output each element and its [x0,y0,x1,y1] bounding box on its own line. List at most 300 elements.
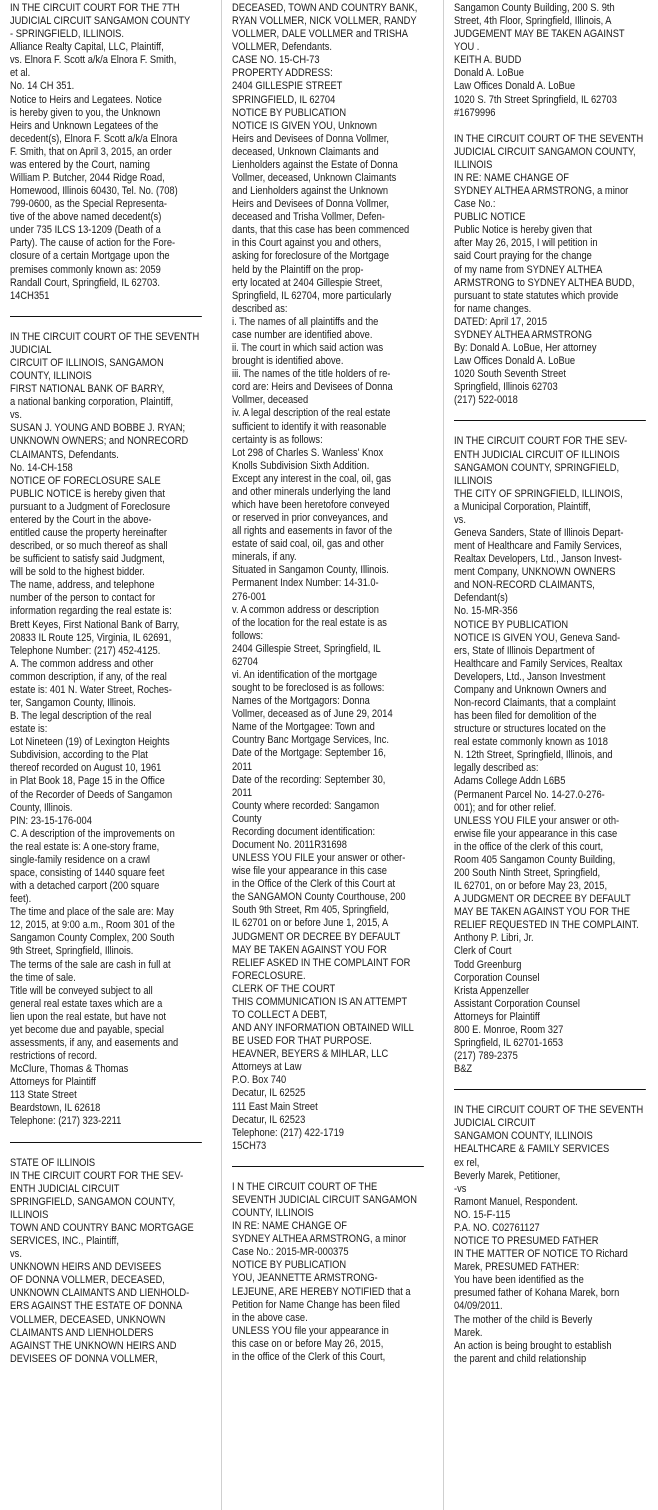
notice-text-line: 799-0600, as the Special Representa- [10,198,168,211]
notice-text-line: Developers, Ltd., Janson Investment [454,670,606,683]
notice-text-line: PROPERTY ADDRESS: [232,67,333,80]
notice-text-line: Decatur, IL 62523 [232,1113,306,1126]
notice-text-line: The name, address, and telephone [10,579,155,592]
notice-text-line: Title will be conveyed subject to all [10,984,153,997]
notice-text-line: 200 South Ninth Street, Springfield, [454,867,601,879]
notice-text-line: a national banking corporation, Plaintiff, [10,396,174,409]
notice-text-line: NOTICE BY PUBLICATION [454,618,569,631]
notice-text-line: N. 12th Street, Springfield, Illinois, and [454,749,613,762]
notice-text-line: was entered by the Court, naming [10,158,150,171]
notice-text-line: vs. [10,409,22,422]
notice-text-line: Springfield, IL 62701-1653 [454,1037,564,1050]
notice-text-line: Heirs and Devisees of Donna Vollmer, [232,132,390,145]
notice-text-line: Telephone Number: (217) 452-4125. [10,644,161,657]
notice-text-line: JUDICIAL CIRCUIT SANGAMON COUNTY [10,15,191,28]
notice-text-line: sought to be foreclosed is as follows: [232,682,385,695]
notice-text-line: CLAIMANTS AND LIENHOLDERS [10,1326,154,1339]
notice-text-line: 800 E. Monroe, Room 327 [454,1023,564,1036]
notice-text-line: deceased and Trisha Vollmer, Defen- [232,211,385,224]
notice-text-line: JUDICIAL CIRCUIT SANGAMON COUNTY, [454,145,636,158]
notice-text-line: No. 14 CH 351. [10,80,75,93]
notice-text-line: No. 14-CH-158 [10,461,73,474]
notice-text-line: 9th Street, Springfield, Illinois. [10,945,134,958]
notice-text-line: of my name from SYDNEY ALTHEA [454,263,603,276]
notice-text-line: An action is being brought to establish [454,1339,612,1352]
notice-text-line: 1020 South Seventh Street [454,368,566,381]
notice-text-line: Beverly Marek, Petitioner, [454,1169,561,1182]
notice-text-line: Marek, PRESUMED FATHER: [454,1261,580,1274]
notice-text-line: Notice to Heirs and Legatees. Notice [10,93,162,106]
notice-text-line: this case on or before May 26, 2015, [232,1337,384,1350]
notice-text-line: in the above case. [232,1311,308,1324]
notice-text-line: ERS AGAINST THE ESTATE OF DONNA [10,1300,183,1313]
notice-text-line: Attorneys for Plaintiff [454,1010,540,1023]
notice-text-line: which have been heretofore conveyed [232,498,390,511]
notice-text-line: CASE NO. 15-CH-73 [232,54,320,67]
notice-text-line: You have been identified as the [454,1274,584,1287]
notice-text-line: SYDNEY ALTHEA ARMSTRONG [454,328,592,341]
notice-text-line: or reserved in prior conveyances, and [232,512,388,525]
notice-text-line: the real estate is: A one-story frame, [10,840,160,853]
notice-text-line: B. The legal description of the real [10,710,152,723]
notice-text-line: SANGAMON COUNTY, ILLINOIS [454,1130,593,1143]
notice-text-line: UNLESS YOU FILE your answer or oth- [454,814,620,827]
notice-text-line: ILLINOIS [454,158,493,171]
notice-text-line: in Plat Book 18, Page 15 in the Office [10,775,165,788]
notice-text-line: iii. The names of the title holders of re- [232,368,391,381]
notice-text-line: and NON-RECORD CLAIMANTS, [454,579,595,592]
notice-text-line: PUBLIC NOTICE [454,211,526,224]
notice-text-line: under 735 ILCS 13-1209 (Death of a [10,224,161,237]
notice-text-line: ment of Healthcare and Family Services, [454,540,622,553]
notice-separator [10,316,202,317]
notice-text-line: Ramont Manuel, Respondent. [454,1195,578,1208]
notice-text-line: SYDNEY ALTHEA ARMSTRONG, a minor [454,185,629,198]
legal-notice [232,2,418,1153]
notice-text-line: after May 26, 2015, I will petition in [454,237,598,250]
notice-text-line: Lienholders against the Estate of Donna [232,158,398,171]
notice-text-line: ARMSTRONG to SYDNEY ALTHEA BUDD, [454,276,635,289]
notice-text-line: THE CITY OF SPRINGFIELD, ILLINOIS, [454,487,623,500]
notice-text-line: real estate commonly known as 1018 [454,736,608,749]
notice-separator [232,1166,424,1167]
notice-text-line: William P. Butcher, 2044 Ridge Road, [10,172,165,185]
notice-text-line: JUDGEMENT MAY BE TAKEN AGAINST [454,28,625,41]
column-divider [443,0,444,1510]
notice-text-line: Attorneys for Plaintiff [10,1076,96,1089]
notice-text-line: NOTICE BY PUBLICATION [232,106,347,119]
notice-separator [10,1142,202,1143]
notice-text-line: Case No.: 2015-MR-000375 [232,1246,349,1259]
notice-text-line: a Municipal Corporation, Plaintiff, [454,500,591,513]
notice-text-line: 276-001 [232,590,267,603]
notice-text-line: ILLINOIS [10,1208,49,1221]
notice-text-line: i. The names of all plaintiffs and the [232,315,379,328]
notice-text-line: Sangamon County Building, 200 S. 9th [454,2,615,14]
notice-text-line: said Court praying for the change [454,250,592,263]
notice-text-line: ILLINOIS [454,474,493,487]
notice-text-line: Heirs and Unknown Legatees of the [10,119,159,132]
notice-text-line: Knolls Subdivision Sixth Addition. [232,459,370,472]
notice-text-line: ers, State of Illinois Department of [454,644,595,657]
notice-text-line: SUSAN J. YOUNG AND BOBBE J. RYAN; [10,422,186,435]
notice-text-line: SYDNEY ALTHEA ARMSTRONG, a minor [232,1233,407,1246]
notice-text-line: NOTICE OF FORECLOSURE SALE [10,474,161,487]
notice-text-line: Document No. 2011R31698 [232,839,347,851]
notice-text-line: IN THE CIRCUIT COURT OF THE SEVENTH [10,330,200,343]
notice-text-line: Geneva Sanders, State of Illinois Depart- [454,526,624,539]
notice-text-line: UNKNOWN CLAIMANTS AND LIENHOLD- [10,1287,190,1300]
notice-text-line: Date of the recording: September 30, [232,773,386,786]
notice-text-line: all rights and easements in favor of the [232,525,393,538]
notice-text-line: feet). [10,893,32,906]
notice-text-line: Lot 298 of Charles S. Wanless' Knox [232,446,384,459]
notice-text-line: Alliance Realty Capital, LLC, Plaintiff, [10,41,164,54]
notice-text-line: Telephone: (217) 422-1719 [232,1126,344,1139]
notice-text-line: By: Donald A. LoBue, Her attorney [454,342,597,355]
notice-text-line: Non-record Claimants, that a complaint [454,696,616,709]
notice-text-line: vs. [10,1248,22,1261]
notice-text-line: A. The common address and other [10,657,154,670]
notice-text-line: Sangamon County Complex, 200 South [10,932,175,945]
notice-text-line: DEVISEES OF DONNA VOLLMER, [10,1352,158,1365]
notice-text-line: number of the person to contact for [10,592,156,605]
legal-notice [454,1104,644,1366]
notice-text-line: the parent and child relationship [454,1352,587,1365]
notice-text-line: (217) 789-2375 [454,1050,518,1063]
notice-text-line: Vollmer, deceased as of June 29, 2014 [232,708,393,721]
notice-text-line: 111 East Main Street [232,1100,318,1113]
notice-text-line: tive of the above named decedent(s) [10,211,162,224]
notice-separator [454,1089,646,1090]
notice-text-line: JUDICIAL CIRCUIT [454,1117,536,1130]
notice-text-line: PIN: 23-15-176-004 [10,814,92,827]
notice-text-line: in the office of the Clerk of this Court, [232,1350,386,1363]
notice-text-line: closure of a certain Mortgage upon the [10,250,170,263]
notice-text-line: wise file your appearance in this case [232,865,387,878]
notice-text-line: Corporation Counsel [454,971,540,984]
notice-text-line: IN THE CIRCUIT COURT FOR THE SEV- [454,435,628,448]
notice-text-line: Vollmer, deceased, Unknown Claimants [232,172,397,185]
notice-text-line: -vs [454,1182,467,1195]
notice-text-line: SPRINGFIELD, SANGAMON COUNTY, [10,1195,176,1208]
notice-text-line: YOU, JEANNETTE ARMSTRONG- [232,1272,378,1285]
notice-text-line: structure or structures located on the [454,723,606,736]
notice-text-line: HEAVNER, BEYERS & MIHLAR, LLC [232,1048,389,1061]
notice-text-line: B&Z [454,1063,473,1076]
notice-text-line: for name changes. [454,302,532,315]
notice-text-line: single-family residence on a crawl [10,853,150,866]
notice-text-line: DECEASED, TOWN AND COUNTRY BANK, [232,2,418,14]
notice-text-line: County [232,812,262,825]
notice-text-line: Name of the Mortgagee: Town and [232,721,375,734]
notice-text-line: 2404 Gillespie Street, Springfield, IL [232,642,381,655]
notice-text-line: Date of the Mortgage: September 16, [232,747,386,760]
notice-text-line: 62704 [232,655,258,668]
notice-text-line: Names of the Mortgagors: Donna [232,695,370,708]
notice-text-line: erwise file your appearance in this case [454,827,618,840]
notice-text-line: yet become due and payable, special [10,1023,164,1036]
notice-text-line: P.A. NO. C02761127 [454,1221,540,1234]
notice-text-line: erty located at 2404 Gillespie Street, [232,276,383,289]
notice-text-line: Except any interest in the coal, oil, gas [232,472,392,485]
notice-text-line: premises commonly known as: 2059 [10,263,161,276]
notice-text-line: Realtax Developers, Ltd., Janson Invest- [454,553,622,566]
notice-text-line: of the Recorder of Deeds of Sangamon [10,788,173,801]
notice-text-line: Springfield, Illinois 62703 [454,381,558,394]
notice-text-line: Case No.: [454,198,496,211]
notice-text-line: Party). The cause of action for the Fore- [10,237,176,250]
notice-text-line: SANGAMON COUNTY, SPRINGFIELD, [454,461,620,474]
notice-text-line: - SPRINGFIELD, ILLINOIS. [10,28,124,41]
notice-text-line: space, consisting of 1440 square feet [10,867,165,879]
notice-text-line: and Lienholders against the Unknown [232,185,389,198]
notice-text-line: pursuant to state statutes which provide [454,289,619,302]
notice-text-line: legally described as: [454,762,539,775]
notice-text-line: cord are: Heirs and Devisees of Donna [232,381,393,394]
notice-text-line: Telephone: (217) 323-2211 [10,1115,122,1128]
notice-text-line: in the office of the clerk of this court, [454,840,604,853]
notice-text-line: NOTICE BY PUBLICATION [232,1259,347,1272]
notice-text-line: TO COLLECT A DEBT, [232,1009,327,1022]
notice-text-line: 20833 IL Route 125, Virginia, IL 62691, [10,631,172,644]
notice-text-line: 1020 S. 7th Street Springfield, IL 62703 [454,93,617,106]
notice-text-line: in this Court against you and others, [232,237,382,250]
notice-text-line: Donald A. LoBue [454,67,524,80]
notice-text-line: described, or so much thereof as shall [10,540,168,553]
legal-notice [10,1156,194,1366]
notice-text-line: follows: [232,629,264,642]
notice-text-line: sufficient to identify it with reasonable [232,420,387,433]
notice-text-line: Lot Nineteen (19) of Lexington Heights [10,736,170,749]
notice-text-line: ex rel, [454,1156,480,1169]
notice-text-line: Defendant(s) [454,592,508,605]
notice-text-line: case number are identified above. [232,328,373,341]
notice-text-line: (Permanent Parcel No. 14-27.0-276- [454,788,605,801]
notice-text-line: No. 15-MR-356 [454,605,518,618]
notice-text-line: and other minerals underlying the land [232,485,391,498]
notice-text-line: RELIEF ASKED IN THE COMPLAINT FOR [232,956,411,969]
notice-text-line: Public Notice is hereby given that [454,224,592,237]
notice-text-line: will be sold to the highest bidder. [10,566,145,579]
notice-separator [454,420,646,421]
notice-text-line: held by the Plaintiff on the prop- [232,263,364,276]
notice-text-line: YOU . [454,41,480,54]
notice-text-line: Subdivision, according to the Plat [10,749,148,762]
notice-text-line: IN THE CIRCUIT COURT FOR THE 7TH [10,2,180,14]
notice-text-line: pursuant to a Judgment of Foreclosure [10,500,171,513]
notice-text-line: Homewood, Illinois 60430, Tel. No. (708) [10,185,178,198]
notice-text-line: 2011 [232,760,253,773]
notice-text-line: is hereby given to you, the Unknown [10,106,161,119]
notice-text-line: RELIEF REQUESTED IN THE COMPLAINT. [454,919,639,932]
notice-text-line: COUNTY, ILLINOIS [232,1207,314,1220]
notice-text-line: presumed father of Kohana Marek, born [454,1287,620,1300]
legal-notice [10,2,191,303]
notice-text-line: ENTH JUDICIAL CIRCUIT OF ILLINOIS [454,448,620,461]
column-divider [221,0,222,1510]
notice-text-line: IN THE CIRCUIT COURT OF THE SEVENTH [454,132,644,145]
notice-text-line: NO. 15-F-115 [454,1208,511,1221]
notice-text-line: SERVICES, INC., Plaintiff, [10,1235,119,1248]
notice-text-line: RYAN VOLLMER, NICK VOLLMER, RANDY [232,15,417,28]
notice-text-line: LEJEUNE, ARE HEREBY NOTIFIED that a [232,1285,411,1298]
notice-text-line: Springfield, IL 62704, more particularly [232,289,392,302]
notice-text-line: vi. An identification of the mortgage [232,668,378,681]
notice-text-line: VOLLMER, DECEASED, UNKNOWN [10,1313,166,1326]
notice-text-line: Assistant Corporation Counsel [454,997,580,1010]
notice-text-line: Country Banc Mortgage Services, Inc. [232,734,390,747]
notice-text-line: VOLLMER, DALE VOLLMER and TRISHA [232,28,408,41]
notice-text-line: has been filed for demolition of the [454,710,597,723]
notice-text-line: UNLESS YOU file your appearance in [232,1324,389,1337]
notice-text-line: information regarding the real estate is: [10,605,172,618]
notice-text-line: common description, if any, of the real [10,670,167,683]
notice-text-line: Company and Unknown Owners and [454,683,607,696]
notice-text-line: deceased, Unknown Claimants and [232,145,379,158]
notice-text-line: Clerk of Court [454,945,512,958]
notice-text-line: in the Office of the Clerk of this Court at [232,878,396,891]
notice-text-line: et al. [10,67,31,80]
notice-text-line [454,120,630,133]
notice-text-line: of the location for the real estate is as [232,616,387,629]
notice-text-line: ter, Sangamon County, Illinois. [10,696,136,709]
notice-text-line: NOTICE TO PRESUMED FATHER [454,1235,599,1248]
notice-text-line: 14CH351 [10,289,50,302]
notice-text-line: 04/09/2011. [454,1300,503,1313]
notice-text-line: described as: [232,302,288,315]
notice-text-line: Anthony P. Libri, Jr. [454,932,534,945]
notice-text-line: UNKNOWN HEIRS AND DEVISEES [10,1261,162,1274]
notice-text-line: Heirs and Devisees of Donna Vollmer, [232,198,390,211]
notice-text-line: VOLLMER, Defendants. [232,41,333,54]
legal-notices-column-3 [454,2,644,1366]
notice-text-line: UNLESS YOU FILE your answer or other- [232,852,406,865]
notice-text-line: IN RE: NAME CHANGE OF [454,172,569,185]
notice-text-line: entered by the Court in the above- [10,513,152,526]
notice-text-line: CIRCUIT OF ILLINOIS, SANGAMON [10,356,164,369]
notice-text-line: #1679996 [454,106,496,119]
notice-text-line: restrictions of record. [10,1050,98,1063]
notice-text-line: Street, 4th Floor, Springfield, Illinois, A [454,15,612,28]
notice-text-line: UNKNOWN OWNERS; and NONRECORD [10,435,189,448]
notice-text-line: Attorneys at Law [232,1061,302,1074]
notice-text-line: The time and place of the sale are: May [10,906,174,919]
notice-text-line: MAY BE TAKEN AGAINST YOU FOR THE [454,906,630,919]
notice-text-line: Petition for Name Change has been filed [232,1298,400,1311]
notice-text-line: IN THE MATTER OF NOTICE TO Richard [454,1248,628,1261]
notice-text-line: MAY BE TAKEN AGAINST YOU FOR [232,943,387,956]
notice-text-line: Recording document identification: [232,825,376,838]
notice-text-line: Law Offices Donald A. LoBue [454,80,576,93]
notice-text-line: be sufficient to satisfy said Judgment, [10,553,165,566]
notice-text-line: COUNTY, ILLINOIS [10,370,92,383]
notice-text-line: Krista Appenzeller [454,984,530,997]
notice-text-line: vs. Elnora F. Scott a/k/a Elnora F. Smith, [10,54,177,67]
notice-text-line: asking for foreclosure of the Mortgage [232,250,390,263]
notice-text-line: County where recorded: Sangamon [232,799,380,812]
notice-text-line: Marek. [454,1326,483,1339]
notice-text-line: STATE OF ILLINOIS [10,1156,96,1169]
notice-text-line: PUBLIC NOTICE is hereby given that [10,487,165,500]
notice-text-line: entitled cause the property hereinafter [10,526,168,539]
notice-text-line: Decatur, IL 62525 [232,1087,306,1100]
notice-text-line: the SANGAMON County Courthouse, 200 [232,891,406,904]
notice-text-line: JUDICIAL [10,343,52,356]
notice-text-line: I N THE CIRCUIT COURT OF THE [232,1180,378,1193]
notice-text-line: ENTH JUDICIAL CIRCUIT [10,1182,120,1195]
notice-text-line: A JUDGMENT OR DECREE BY DEFAULT [454,893,631,906]
notice-text-line: ment Company, UNKNOWN OWNERS [454,566,616,579]
notice-text-line: JUDGMENT OR DECREE BY DEFAULT [232,930,401,943]
notice-text-line: BE USED FOR THAT PURPOSE. [232,1035,372,1048]
notice-text-line: ii. The court in which said action was [232,342,384,355]
notice-text-line: lien upon the real estate, but have not [10,1010,167,1023]
notice-text-line: McClure, Thomas & Thomas [10,1063,129,1076]
notice-text-line: HEALTHCARE & FAMILY SERVICES [454,1143,610,1156]
notice-text-line: brought is identified above. [232,355,344,368]
notice-text-line: estate is: [10,723,48,736]
notice-text-line: CLERK OF THE COURT [232,982,336,995]
notice-text-line: SPRINGFIELD, IL 62704 [232,93,336,106]
notice-text-line: DATED: April 17, 2015 [454,315,548,328]
notice-text-line: with a detached carport (200 square [10,880,160,893]
notice-text-line: general real estate taxes which are a [10,997,163,1010]
notice-text-line: 001); and for other relief. [454,801,557,814]
notice-text-line: The mother of the child is Beverly [454,1313,593,1326]
legal-notice [454,435,639,1076]
notice-text-line: Brett Keyes, First National Bank of Barry, [10,618,180,631]
notice-text-line: IL 62701 on or before June 1, 2015, A [232,917,389,930]
notice-text-line: CLAIMANTS, Defendants. [10,448,119,461]
notice-text-line: South 9th Street, Rm 405, Springfield, [232,904,390,917]
notice-text-line: FORECLOSURE. [232,969,306,982]
notice-text-line: 113 State Street [10,1089,77,1102]
notice-text-line: Randall Court, Springfield, IL 62703. [10,276,160,289]
notice-text-line: (217) 522-0018 [454,394,518,407]
notice-text-line: IN RE: NAME CHANGE OF [232,1220,347,1233]
notice-text-line: County, Illinois. [10,801,73,814]
notice-text-line: Vollmer, deceased [232,394,309,407]
notice-text-line: Todd Greenburg [454,958,522,971]
notice-text-line: Permanent Index Number: 14-31.0- [232,577,379,590]
notice-text-line: Law Offices Donald A. LoBue [454,355,576,368]
notice-text-line: SEVENTH JUDICIAL CIRCUIT SANGAMON [232,1193,417,1206]
notice-text-line: IN THE CIRCUIT COURT OF THE SEVENTH [454,1104,644,1117]
notice-text-line: C. A description of the improvements on [10,827,175,840]
notice-text-line: IN THE CIRCUIT COURT FOR THE SEV- [10,1169,184,1182]
notice-text-line: AGAINST THE UNKNOWN HEIRS AND [10,1339,177,1352]
notice-text-line: the time of sale. [10,971,76,984]
notice-text-line: 2011 [232,786,253,799]
notice-text-line: IL 62701, on or before May 23, 2015, [454,880,608,893]
notice-text-line: vs. [454,513,466,526]
notice-text-line: thereof recorded on August 10, 1961 [10,762,162,775]
notice-text-line: estate is: 401 N. Water Street, Roches- [10,683,172,696]
notice-text-line: NOTICE IS GIVEN YOU, Geneva Sand- [454,631,621,644]
legal-notice [10,330,200,1129]
notice-text-line: Healthcare and Family Services, Realtax [454,657,623,670]
legal-notices-column-1 [10,2,200,1366]
notice-text-line: F. Smith, that on April 3, 2015, an order [10,145,172,158]
notice-text-line: assessments, if any, and easements and [10,1037,179,1050]
legal-notices-column-2 [232,2,418,1364]
notice-text-line: 15CH73 [232,1139,267,1152]
notice-text-line: OF DONNA VOLLMER, DECEASED, [10,1274,165,1287]
notice-text-line: 2404 GILLESPIE STREET [232,80,343,93]
notice-text-line: iv. A legal description of the real estate [232,407,391,420]
notice-text-line: decedent(s), Elnora F. Scott a/k/a Elnora [10,132,178,145]
